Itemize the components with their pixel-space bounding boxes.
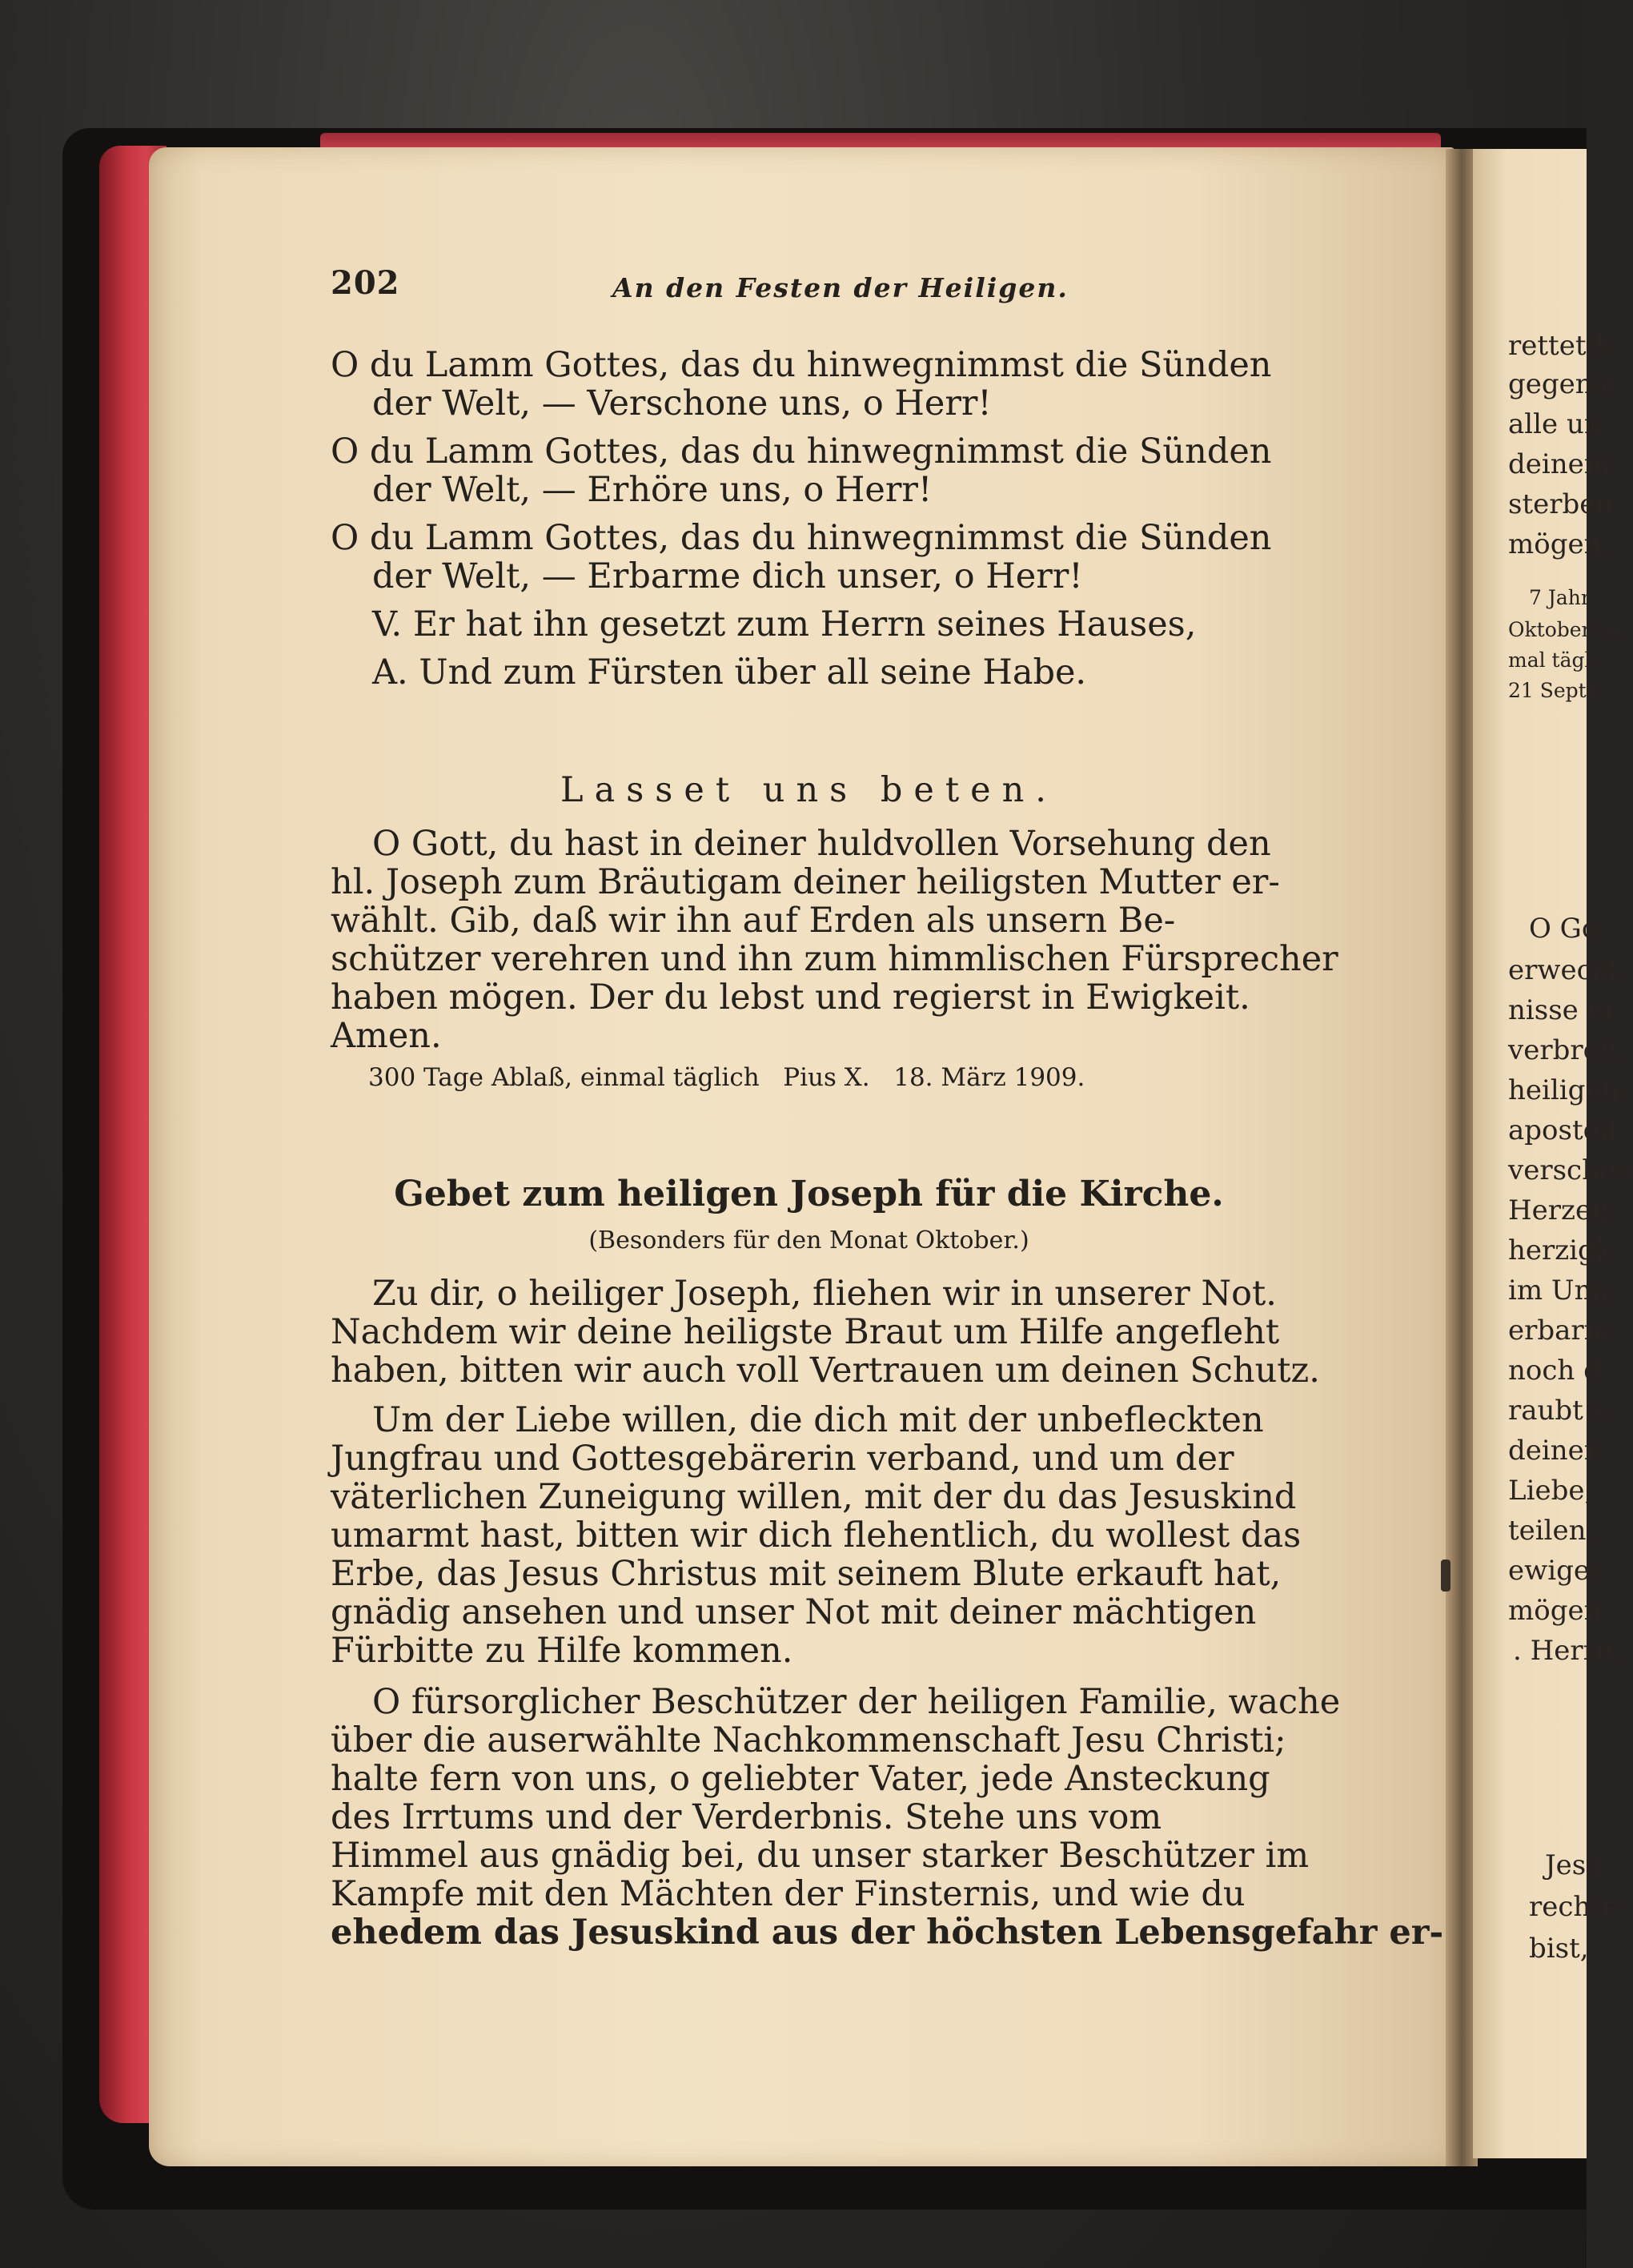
prayer-heading: Lasset uns beten. [560, 770, 1057, 810]
litany-block [331, 346, 1287, 692]
paragraph-line: umarmt hast, bitten wir dich flehentlich, du wollest das [331, 1515, 1302, 1555]
facing-fragment: alle un [1508, 408, 1602, 440]
facing-fragment: sterben [1508, 488, 1614, 520]
paragraph-line: des Irrtums und der Verderbnis. Stehe uns vom [331, 1797, 1162, 1837]
paragraph-line: haben, bitten wir auch voll Vertrauen um deinen Schutz. [331, 1351, 1320, 1391]
prayer-line: O Gott, du hast in deiner huldvollen Vorsehung den [372, 824, 1271, 864]
prayer-line: wählt. Gib, daß wir ihn auf Erden als unsern Be- [331, 901, 1176, 941]
prayer-line: Amen. [331, 1016, 442, 1056]
facing-fragment: nisse er [1508, 994, 1616, 1026]
paragraph-line: Himmel aus gnädig bei, du unser starker Beschützer im [331, 1836, 1310, 1876]
litany-line: der Welt, — Erbarme dich unser, o Herr! [372, 556, 1083, 596]
paragraph-3 [331, 1682, 1444, 1953]
facing-fragment: erbarm [1508, 1315, 1610, 1347]
binding-clasp [1441, 1560, 1450, 1592]
prayer-block [331, 824, 1338, 1056]
litany-line: der Welt, — Verschone uns, o Herr! [372, 383, 992, 423]
facing-fragment: rettet h [1508, 330, 1613, 362]
paragraph-line: Kampfe mit den Mächten der Finsternis, und wie du [331, 1874, 1246, 1914]
facing-fragment: verbreit [1508, 1034, 1619, 1066]
facing-fragment: apostoli [1508, 1114, 1617, 1146]
paragraph-line: ehedem das Jesuskind aus der höchsten Lebensgefahr er- [331, 1913, 1444, 1953]
litany-line: O du Lamm Gottes, das du hinwegnimmst die Sünden [331, 432, 1272, 472]
facing-fragment: Liebe, [1508, 1475, 1594, 1507]
paragraph-line: Um der Liebe willen, die dich mit der unbefleckten [372, 1400, 1264, 1440]
paragraph-line: Jungfrau und Gottesgebärerin verband, und um der [331, 1439, 1234, 1479]
paragraph-line: O fürsorglicher Beschützer der heiligen Familie, wache [372, 1682, 1341, 1722]
paragraph-2 [331, 1400, 1302, 1671]
paragraph-line: väterlichen Zuneigung willen, mit der du das Jesuskind [331, 1477, 1297, 1517]
facing-fragment: mögen. [1508, 528, 1611, 560]
facing-fragment: bist, [1529, 1933, 1589, 1965]
section-title: Gebet zum heiligen Joseph für die Kirche. [394, 1174, 1224, 1214]
facing-fragment: herzigk [1508, 1234, 1612, 1266]
page-number: 202 [331, 264, 400, 302]
running-head: An den Festen der Heiligen. [612, 272, 1069, 303]
section-subtitle: (Besonders für den Monat Oktober.) [588, 1226, 1029, 1254]
prayer-line: hl. Joseph zum Bräutigam deiner heiligsten Mutter er- [331, 862, 1280, 902]
facing-fragment: teilen, [1508, 1515, 1595, 1547]
versicle: V. Er hat ihn gesetzt zum Herrn seines Hauses, [372, 604, 1197, 644]
prayer-line: schützer verehren und ihn zum himmlischen Fürsprecher [331, 939, 1338, 979]
facing-fragment: O Go [1529, 913, 1599, 945]
facing-fragment: noch d [1508, 1355, 1601, 1387]
facing-fragment: 7 Jahr [1529, 586, 1591, 609]
facing-fragment: heiligen [1508, 1074, 1619, 1106]
paragraph-line: Zu dir, o heiliger Joseph, fliehen wir in unserer Not. [372, 1274, 1277, 1314]
paragraph-line: Fürbitte zu Hilfe kommen. [331, 1631, 793, 1671]
litany-line: O du Lamm Gottes, das du hinwegnimmst die Sünden [331, 345, 1272, 385]
paragraph-line: über die auserwählte Nachkommenschaft Jesu Christi; [331, 1720, 1286, 1760]
facing-fragment: raubt s [1508, 1395, 1607, 1427]
paragraph-1 [331, 1274, 1320, 1391]
facing-fragment: verscheu [1508, 1154, 1633, 1186]
paragraph-line: Erbe, das Jesus Christus mit seinem Blute erkauft hat, [331, 1554, 1282, 1594]
facing-fragment: gegen a [1508, 368, 1618, 400]
facing-fragment: Herzen [1508, 1194, 1609, 1226]
facing-fragment: Jesu [1545, 1849, 1604, 1881]
facing-fragment: deiner [1508, 1435, 1598, 1467]
facing-fragment: mal tägli [1508, 648, 1598, 672]
facing-fragment: Oktober be [1508, 618, 1623, 641]
facing-fragment: 21 Septe [1508, 679, 1599, 702]
paragraph-line: halte fern von uns, o geliebter Vater, jede Ansteckung [331, 1759, 1270, 1799]
paragraph-line: gnädig ansehen und unser Not mit deiner mächtigen [331, 1592, 1257, 1632]
facing-fragment: im Ung [1508, 1274, 1610, 1307]
prayer-line: haben mögen. Der du lebst und regierst in Ewigkeit. [331, 977, 1250, 1018]
indulgence-note: 300 Tage Ablaß, einmal täglich Pius X. 18. März 1909. [368, 1063, 1085, 1092]
facing-fragment: ewiger [1508, 1555, 1603, 1587]
litany-line: der Welt, — Erhöre uns, o Herr! [372, 470, 933, 510]
facing-fragment: rechte [1529, 1891, 1619, 1923]
facing-fragment: mögen [1508, 1595, 1602, 1627]
response: A. Und zum Fürsten über all seine Habe. [372, 652, 1087, 692]
litany-line: O du Lamm Gottes, das du hinwegnimmst die Sünden [331, 518, 1272, 558]
facing-fragment: . Herrn, [1513, 1635, 1623, 1667]
paragraph-line: Nachdem wir deine heiligste Braut um Hilfe angefleht [331, 1312, 1280, 1352]
facing-fragment: deinem [1508, 448, 1611, 480]
facing-fragment: erweckt [1508, 954, 1619, 986]
